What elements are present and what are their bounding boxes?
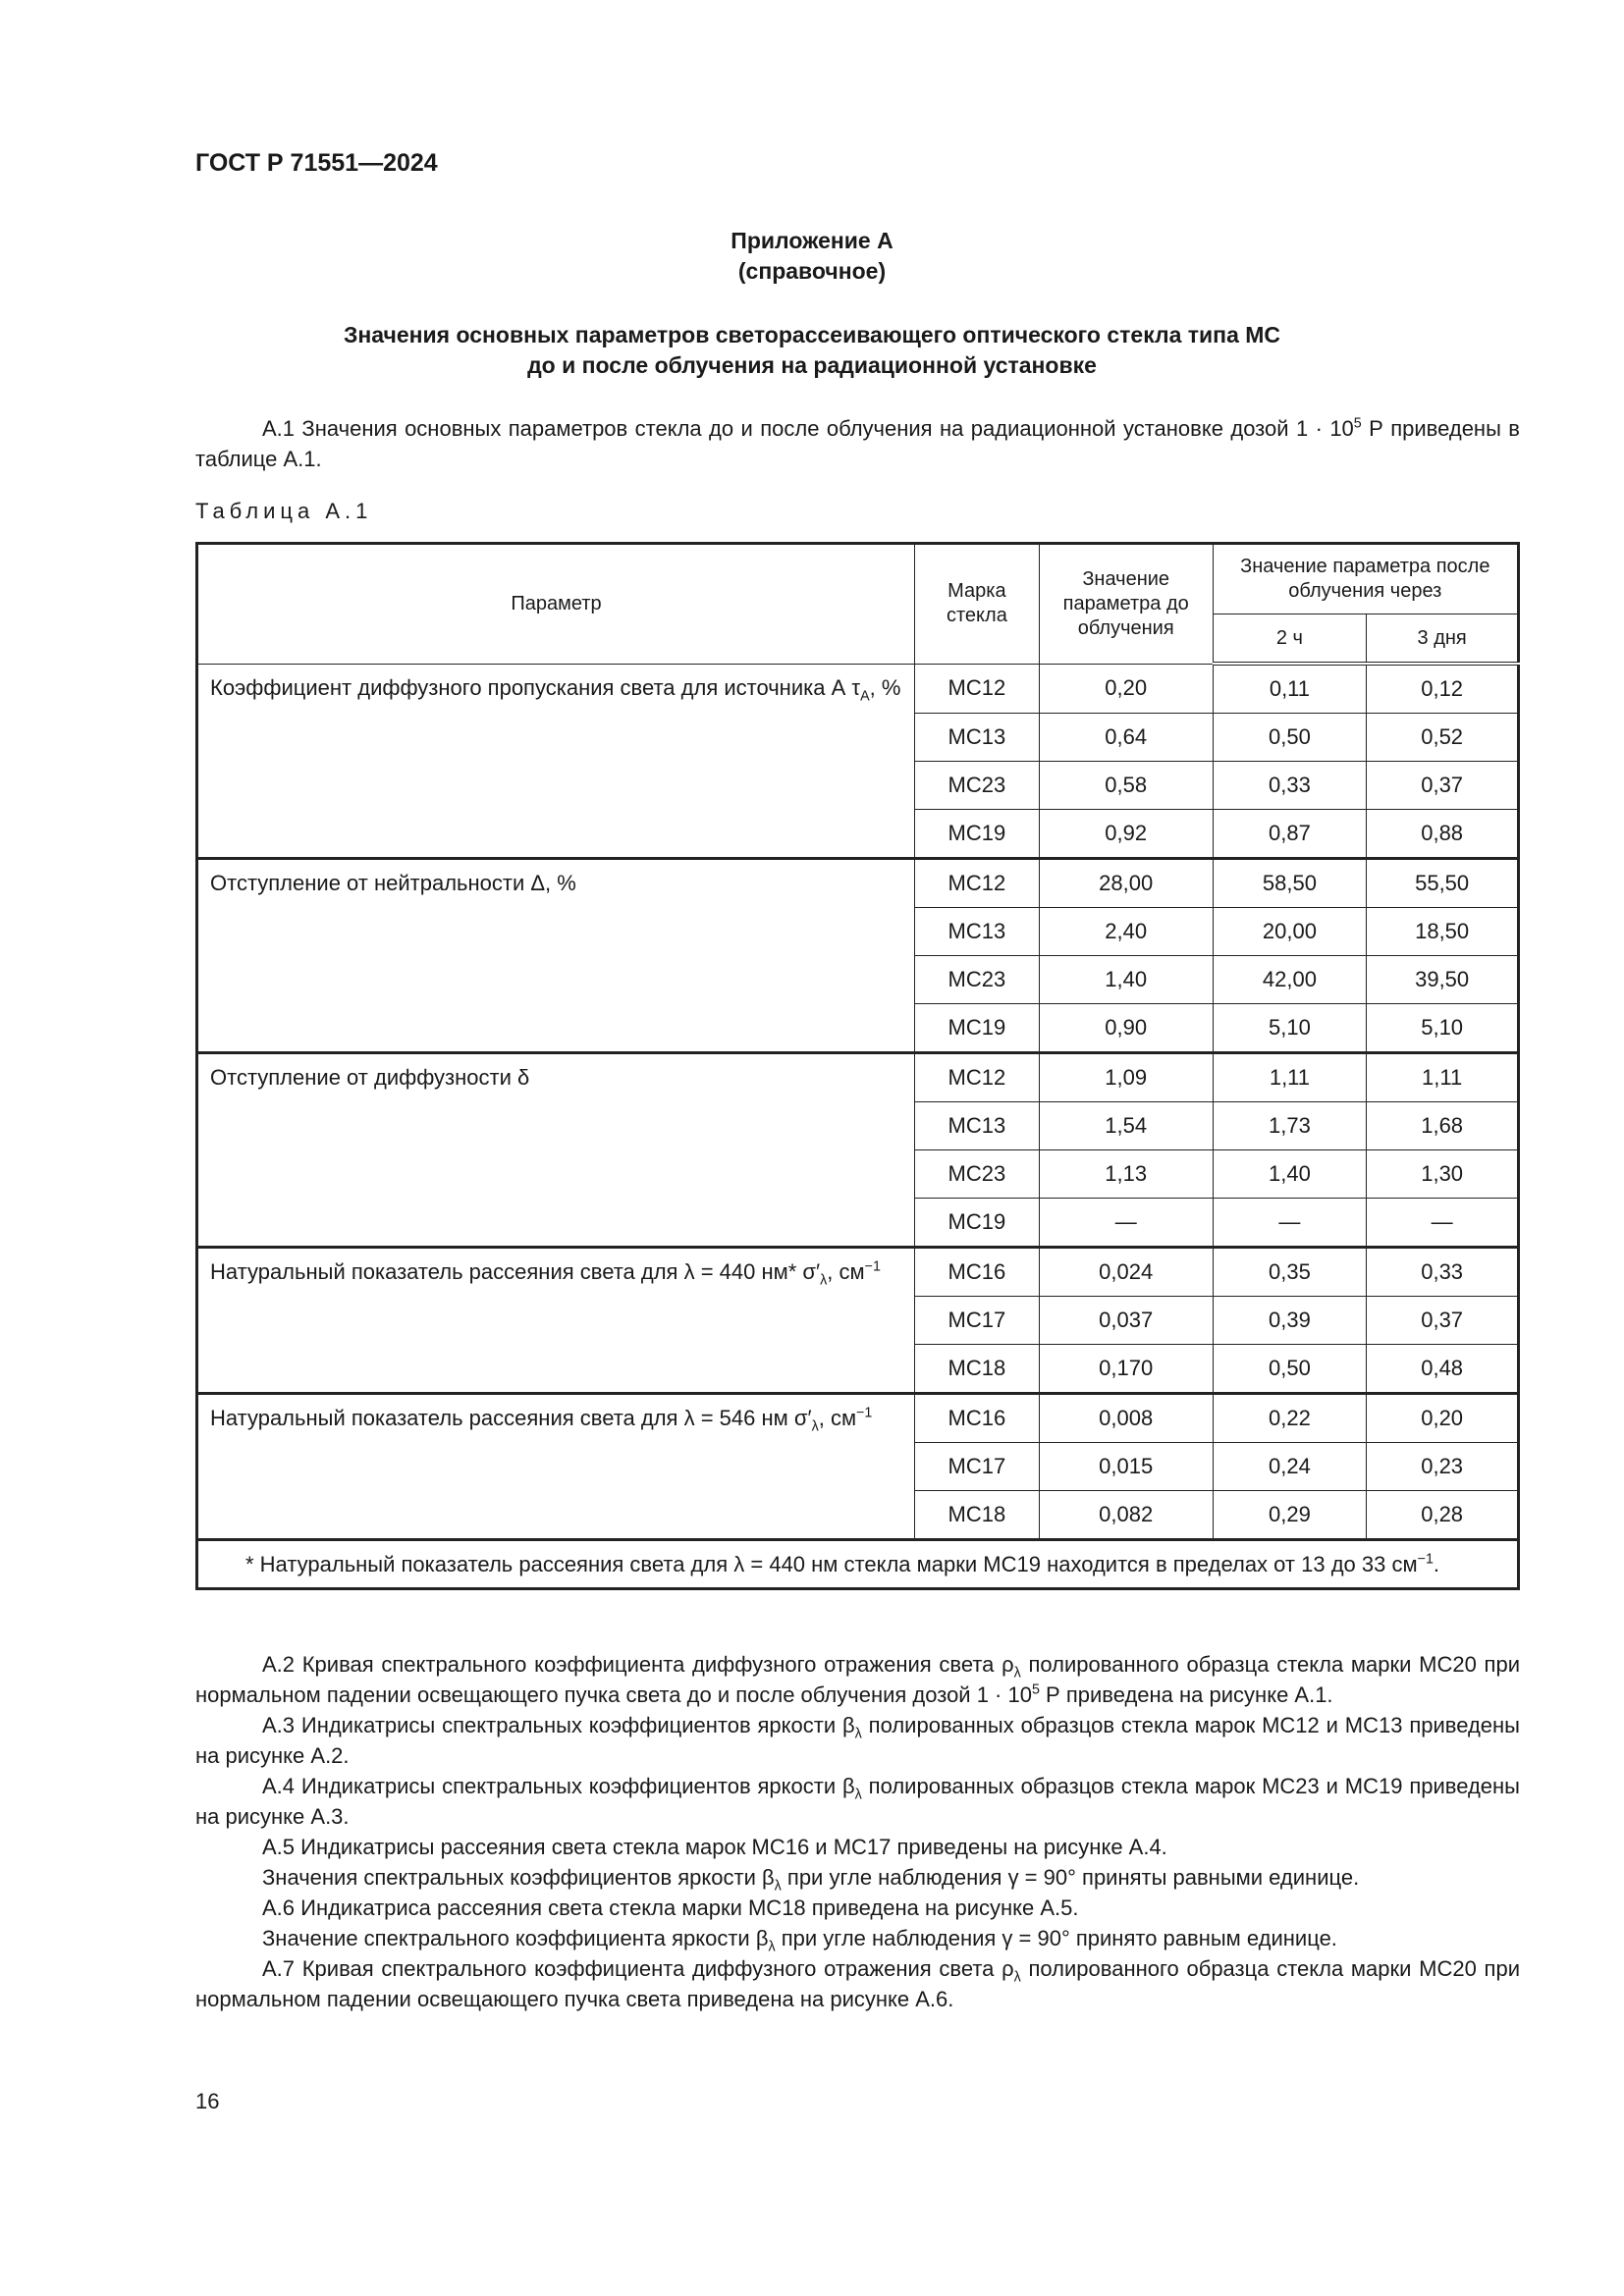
subscript-text: А bbox=[860, 687, 870, 704]
value-after-3d: 0,20 bbox=[1367, 1394, 1519, 1443]
value-before: 1,54 bbox=[1039, 1102, 1213, 1150]
glass-mark: МС19 bbox=[914, 1199, 1039, 1248]
subscript-text: λ bbox=[820, 1272, 828, 1289]
value-after-2h: 1,11 bbox=[1213, 1053, 1367, 1102]
glass-mark: МС17 bbox=[914, 1443, 1039, 1491]
value-after-2h: 0,11 bbox=[1213, 664, 1367, 714]
section-heading-line2: до и после облучения на радиационной установке bbox=[527, 352, 1097, 378]
text-segment: Р приведена на рисунке А.1. bbox=[1039, 1682, 1333, 1707]
text-segment: Р приведены в таблице А.1. bbox=[195, 416, 1520, 471]
table-row bbox=[197, 1248, 1519, 1297]
glass-mark: МС19 bbox=[914, 1004, 1039, 1053]
value-after-2h: 20,00 bbox=[1213, 908, 1367, 956]
value-before: 0,90 bbox=[1039, 1004, 1213, 1053]
glass-mark: МС18 bbox=[914, 1491, 1039, 1540]
value-after-3d: 1,68 bbox=[1367, 1102, 1519, 1150]
value-after-3d: 55,50 bbox=[1367, 859, 1519, 908]
subscript-text: λ bbox=[774, 1878, 782, 1895]
value-before: 28,00 bbox=[1039, 859, 1213, 908]
header-after-2h: 2 ч bbox=[1213, 614, 1367, 665]
value-after-2h: — bbox=[1213, 1199, 1367, 1248]
value-after-2h: 0,24 bbox=[1213, 1443, 1367, 1491]
value-after-2h: 0,35 bbox=[1213, 1248, 1367, 1297]
paragraph bbox=[195, 1832, 1520, 1862]
subscript-text: λ bbox=[768, 1939, 776, 1955]
value-after-2h: 0,39 bbox=[1213, 1297, 1367, 1345]
parameter-name bbox=[197, 859, 915, 1053]
text-segment: , см bbox=[818, 1406, 857, 1430]
text-segment: при угле наблюдения γ = 90° приняты равными единице. bbox=[781, 1865, 1360, 1890]
header-mark: Марка стекла bbox=[914, 544, 1039, 665]
document-id: ГОСТ Р 71551—2024 bbox=[195, 149, 438, 177]
text-segment: Натуральный показатель рассеяния света для λ = 546 нм σ′ bbox=[210, 1406, 812, 1430]
value-after-3d: 0,23 bbox=[1367, 1443, 1519, 1491]
table-row bbox=[197, 1394, 1519, 1443]
supscript-text: 5 bbox=[1031, 1682, 1040, 1698]
text-segment: А.2 Кривая спектрального коэффициента диффузного отражения света ρ bbox=[262, 1652, 1014, 1677]
value-after-3d: 0,12 bbox=[1367, 664, 1519, 714]
value-after-3d: 0,37 bbox=[1367, 1297, 1519, 1345]
section-heading-line1: Значения основных параметров светорассеивающего оптического стекла типа МС bbox=[343, 322, 1281, 347]
glass-mark: МС17 bbox=[914, 1297, 1039, 1345]
text-segment: при угле наблюдения γ = 90° принято равным единице. bbox=[775, 1926, 1337, 1950]
text-segment: полированных образцов стекла марок МС12 и МС13 приведены на рисунке А.2. bbox=[195, 1713, 1520, 1768]
glass-mark: МС12 bbox=[914, 664, 1039, 714]
text-segment: . bbox=[1433, 1552, 1440, 1576]
value-before: 1,09 bbox=[1039, 1053, 1213, 1102]
table-row bbox=[197, 1053, 1519, 1102]
text-segment: А.4 Индикатрисы спектральных коэффициентов яркости β bbox=[262, 1774, 855, 1798]
parameter-name bbox=[197, 1053, 915, 1248]
value-before: 0,92 bbox=[1039, 810, 1213, 859]
text-segment: Отступление от нейтральности Δ, % bbox=[210, 871, 576, 895]
paragraph-a1 bbox=[195, 413, 1520, 474]
value-before: — bbox=[1039, 1199, 1213, 1248]
parameter-name bbox=[197, 664, 915, 859]
text-segment: А.1 Значения основных параметров стекла до и после облучения на радиационной установке дозой 1 · 10 bbox=[262, 416, 1354, 441]
subscript-text: λ bbox=[811, 1418, 819, 1435]
paragraph bbox=[195, 1893, 1520, 1923]
supscript-text: −1 bbox=[864, 1258, 881, 1275]
table-footnote bbox=[197, 1540, 1519, 1589]
paragraph bbox=[195, 1710, 1520, 1771]
glass-mark: МС12 bbox=[914, 859, 1039, 908]
subscript-text: λ bbox=[854, 1726, 862, 1742]
glass-mark: МС23 bbox=[914, 762, 1039, 810]
parameter-name bbox=[197, 1394, 915, 1540]
paragraph bbox=[195, 1771, 1520, 1832]
value-after-3d: 0,52 bbox=[1367, 714, 1519, 762]
value-after-3d: 0,88 bbox=[1367, 810, 1519, 859]
text-segment: полированного образца стекла марки МС20 при нормальном падении освещающего пучка света приведена на рисунке А.6. bbox=[195, 1956, 1520, 2011]
header-before: Значение параметра до облучения bbox=[1039, 544, 1213, 665]
parameters-table bbox=[195, 542, 1520, 1590]
table-row bbox=[197, 859, 1519, 908]
supscript-text: 5 bbox=[1353, 415, 1362, 432]
supscript-text: −1 bbox=[1417, 1551, 1434, 1568]
header-after: Значение параметра после облучения через bbox=[1213, 544, 1518, 614]
value-before: 1,13 bbox=[1039, 1150, 1213, 1199]
value-after-3d: 0,33 bbox=[1367, 1248, 1519, 1297]
value-before: 0,024 bbox=[1039, 1248, 1213, 1297]
paragraph bbox=[195, 1923, 1520, 1953]
glass-mark: МС13 bbox=[914, 714, 1039, 762]
value-before: 2,40 bbox=[1039, 908, 1213, 956]
glass-mark: МС16 bbox=[914, 1248, 1039, 1297]
glass-mark: МС18 bbox=[914, 1345, 1039, 1394]
value-after-3d: 5,10 bbox=[1367, 1004, 1519, 1053]
appendix-title: Приложение А bbox=[731, 228, 893, 253]
value-before: 0,64 bbox=[1039, 714, 1213, 762]
table-caption: Таблица А.1 bbox=[195, 499, 373, 523]
subscript-text: λ bbox=[1013, 1969, 1021, 1986]
value-before: 0,037 bbox=[1039, 1297, 1213, 1345]
text-segment: полированных образцов стекла марок МС23 и МС19 приведены на рисунке А.3. bbox=[195, 1774, 1520, 1829]
glass-mark: МС13 bbox=[914, 908, 1039, 956]
value-after-3d: 0,37 bbox=[1367, 762, 1519, 810]
glass-mark: МС12 bbox=[914, 1053, 1039, 1102]
value-after-3d: 1,30 bbox=[1367, 1150, 1519, 1199]
subscript-text: λ bbox=[854, 1787, 862, 1803]
value-after-2h: 42,00 bbox=[1213, 956, 1367, 1004]
glass-mark: МС23 bbox=[914, 956, 1039, 1004]
paragraph bbox=[195, 1649, 1520, 1710]
value-after-2h: 0,50 bbox=[1213, 714, 1367, 762]
text-segment: * Натуральный показатель рассеяния света для λ = 440 нм стекла марки МС19 находится в пределах от 13 до 33 см bbox=[245, 1552, 1418, 1576]
text-segment: , см bbox=[827, 1259, 865, 1284]
paragraph bbox=[195, 1862, 1520, 1893]
value-before: 1,40 bbox=[1039, 956, 1213, 1004]
value-before: 0,170 bbox=[1039, 1345, 1213, 1394]
value-after-3d: 1,11 bbox=[1367, 1053, 1519, 1102]
value-after-2h: 0,50 bbox=[1213, 1345, 1367, 1394]
value-after-2h: 0,33 bbox=[1213, 762, 1367, 810]
text-segment: А.5 Индикатрисы рассеяния света стекла марок МС16 и МС17 приведены на рисунке А.4. bbox=[262, 1835, 1167, 1859]
value-before: 0,58 bbox=[1039, 762, 1213, 810]
header-parameter: Параметр bbox=[197, 544, 915, 665]
value-before: 0,008 bbox=[1039, 1394, 1213, 1443]
value-before: 0,20 bbox=[1039, 664, 1213, 714]
value-after-3d: 0,28 bbox=[1367, 1491, 1519, 1540]
paragraph bbox=[195, 1953, 1520, 2014]
value-after-3d: 0,48 bbox=[1367, 1345, 1519, 1394]
value-after-2h: 1,40 bbox=[1213, 1150, 1367, 1199]
text-segment: полированного образца стекла марки МС20 при нормальном падении освещающего пучка света до и после облучения дозой 1 · 10 bbox=[195, 1652, 1520, 1707]
text-segment: А.7 Кривая спектрального коэффициента диффузного отражения света ρ bbox=[262, 1956, 1014, 1981]
text-segment: , % bbox=[869, 674, 901, 700]
glass-mark: МС13 bbox=[914, 1102, 1039, 1150]
text-segment: Значения спектральных коэффициентов яркости β bbox=[262, 1865, 775, 1890]
value-after-2h: 0,29 bbox=[1213, 1491, 1367, 1540]
text-segment: Отступление от диффузности δ bbox=[210, 1065, 530, 1090]
appendix-type: (справочное) bbox=[737, 258, 887, 284]
header-after-3d: 3 дня bbox=[1367, 614, 1519, 665]
value-after-2h: 0,22 bbox=[1213, 1394, 1367, 1443]
value-after-2h: 58,50 bbox=[1213, 859, 1367, 908]
text-segment: Коэффициент диффузного пропускания света для источника А τ bbox=[210, 674, 861, 700]
text-segment: А.6 Индикатриса рассеяния света стекла марки МС18 приведена на рисунке А.5. bbox=[262, 1896, 1079, 1920]
subscript-text: λ bbox=[1013, 1665, 1021, 1682]
text-segment: Значение спектрального коэффициента яркости β bbox=[262, 1926, 769, 1950]
supscript-text: −1 bbox=[856, 1405, 873, 1421]
glass-mark: МС19 bbox=[914, 810, 1039, 859]
text-segment: Натуральный показатель рассеяния света для λ = 440 нм* σ′ bbox=[210, 1259, 821, 1284]
value-before: 0,015 bbox=[1039, 1443, 1213, 1491]
body-paragraphs bbox=[195, 1649, 1520, 2014]
value-before: 0,082 bbox=[1039, 1491, 1213, 1540]
glass-mark: МС23 bbox=[914, 1150, 1039, 1199]
value-after-3d: 39,50 bbox=[1367, 956, 1519, 1004]
text-segment: А.3 Индикатрисы спектральных коэффициентов яркости β bbox=[262, 1713, 855, 1737]
parameter-name bbox=[197, 1248, 915, 1394]
table-row bbox=[197, 664, 1519, 714]
glass-mark: МС16 bbox=[914, 1394, 1039, 1443]
value-after-2h: 5,10 bbox=[1213, 1004, 1367, 1053]
page-number: 16 bbox=[195, 2089, 220, 2113]
value-after-3d: 18,50 bbox=[1367, 908, 1519, 956]
value-after-2h: 1,73 bbox=[1213, 1102, 1367, 1150]
value-after-2h: 0,87 bbox=[1213, 810, 1367, 859]
value-after-3d: — bbox=[1367, 1199, 1519, 1248]
